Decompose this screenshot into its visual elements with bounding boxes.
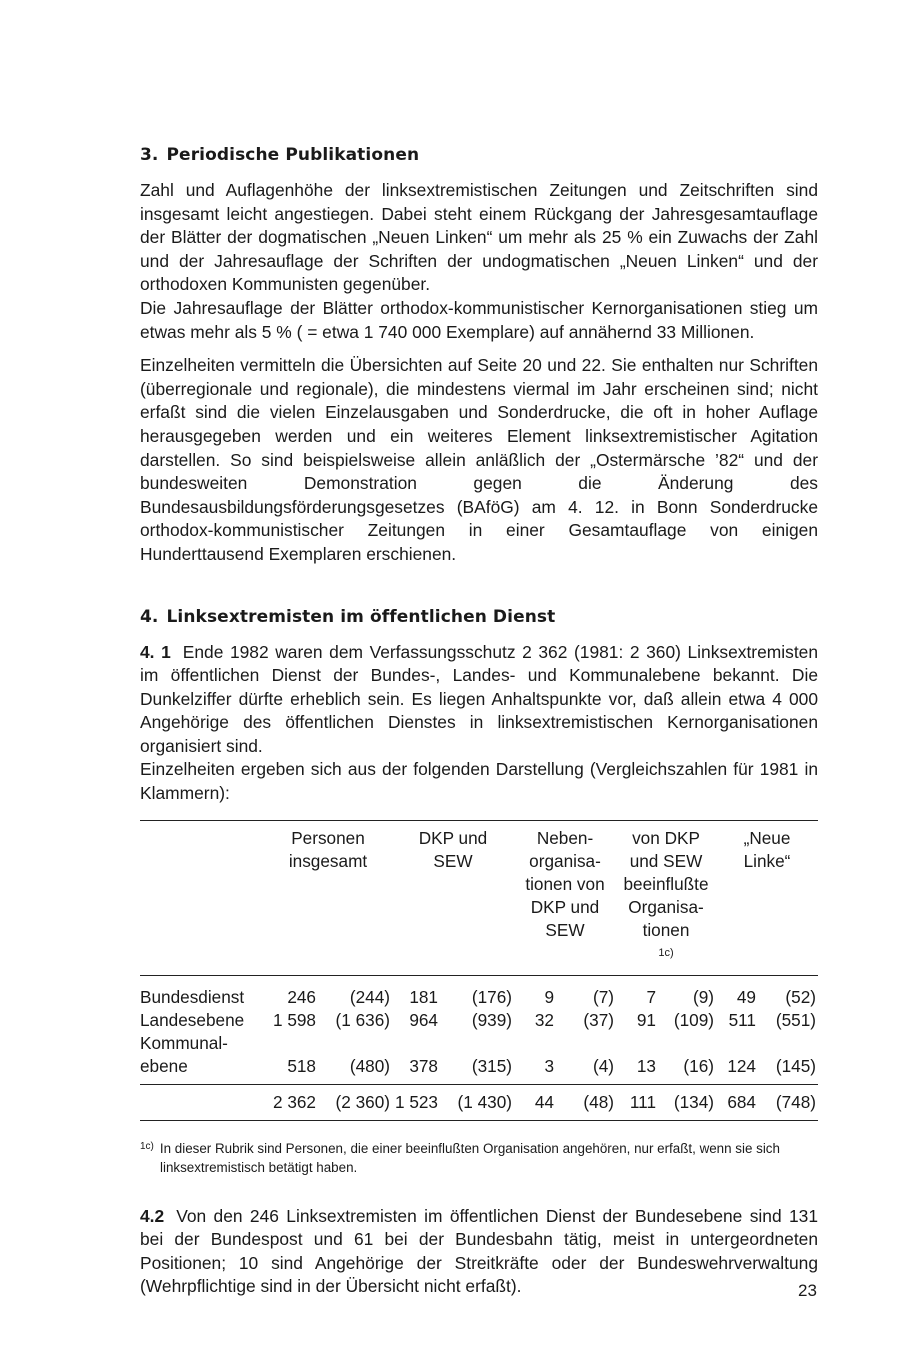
table-cell: (4) xyxy=(592,1055,614,1076)
table-cell: 49 xyxy=(736,986,756,1007)
table-cell: (145) xyxy=(775,1055,816,1076)
table-cell: (52) xyxy=(785,986,816,1007)
table-cell: 684 xyxy=(716,1084,756,1120)
table-cell: 181 xyxy=(409,986,438,1007)
table-row xyxy=(140,1055,818,1085)
section-3-heading: 3. Periodische Publikationen xyxy=(140,145,420,165)
table-row-label-continued xyxy=(140,1032,818,1055)
table-cell: (37) xyxy=(583,1009,614,1030)
table-footnote xyxy=(140,1137,818,1177)
table-header-neue-linke: „Neue Linke“ xyxy=(716,820,818,975)
paragraph-4-1-number: 4. 1 xyxy=(140,641,171,662)
table-row xyxy=(140,975,818,1009)
table-cell: 964 xyxy=(409,1009,438,1030)
table-row xyxy=(140,1009,818,1032)
table-cell: (748) xyxy=(756,1084,818,1120)
table-header-personen: Personen insgesamt xyxy=(264,820,392,975)
document-page xyxy=(140,145,818,1299)
table-cell: 44 xyxy=(514,1084,554,1120)
table-cell: (7) xyxy=(592,986,614,1007)
table-cell: 511 xyxy=(728,1009,756,1030)
paragraph-4-1-continued: Einzelheiten ergeben sich aus der folgenden Darstellung (Vergleichszahlen für 1981 in Klammern): xyxy=(140,759,818,804)
table-cell: (109) xyxy=(673,1009,714,1030)
row-label: ebene xyxy=(140,1055,188,1076)
row-label: Landesebene xyxy=(140,1009,245,1030)
table-cell: 246 xyxy=(287,986,316,1007)
table-cell: 3 xyxy=(544,1055,554,1076)
table-header-nebenorganisationen: Neben-organisa-tionen von DKP und SEW xyxy=(514,820,616,975)
footnote-mark: 1c) xyxy=(140,1140,154,1152)
section-3-paragraph-3: Einzelheiten vermitteln die Übersichten auf Seite 20 und 22. Sie enthalten nur Schriften (überregionale und regionale), die mindestens viermal im Jahr erscheinen sind; nicht erfaßt sind die vielen Einzelausgaben und Sonderdrucke, die oft in hoher Auflage herausgegeben werden und ein weiteres Element linksextremistischer Agitation darstellen. So sind beispielsweise allein anläßlich der „Ostermärsche ’82“ und der bundesweiten Demonstration gegen die Änderung des Bundesausbildungsförderungsgesetzes (BAföG) am 4. 12. in Bonn Sonderdrucke orthodox-kommunistischer Zeitungen in einer Gesamtauflage von einigen Hunderttausend Exemplaren erschienen. xyxy=(140,355,818,564)
page-number: 23 xyxy=(798,1281,817,1300)
footnote-text: In dieser Rubrik sind Personen, die einer beeinflußten Organisation angehören, nur erfaßt, wenn sie sich linksextremistisch betätigt haben. xyxy=(159,1140,780,1175)
table-cell: (939) xyxy=(471,1009,512,1030)
table-cell: (1 430) xyxy=(438,1084,514,1120)
paragraph-4-2-number: 4.2 xyxy=(140,1205,165,1226)
table-cell: 32 xyxy=(534,1009,554,1030)
table-cell: 378 xyxy=(409,1055,438,1076)
table-cell: (16) xyxy=(683,1055,714,1076)
table-header-empty xyxy=(140,820,264,975)
row-label: Bundesdienst xyxy=(140,986,245,1007)
table-cell: (134) xyxy=(656,1084,716,1120)
table-cell: (48) xyxy=(554,1084,616,1120)
paragraph-4-1: 4. 1 Ende 1982 waren dem Verfassungsschutz 2 362 (1981: 2 360) Linksextremisten im öffentlichen Dienst der Bundes-, Landes- und Kommunalebene bekannt. Die Dunkelziffer dürfte erheblich sein. Es liegen Anhaltspunkte vor, daß allein etwa 4 000 Angehörige des öffentlichen Dienstes in linksextremistischen Kernorganisationen organisiert sind. xyxy=(140,641,818,756)
row-label: Kommunal- xyxy=(140,1032,228,1053)
table-cell: 91 xyxy=(636,1009,656,1030)
table-header-dkp-sew: DKP und SEW xyxy=(392,820,514,975)
table-header-beeinflusste: von DKP und SEW beeinflußte Organisa-tionen$^{1c)}$ xyxy=(616,820,716,975)
table-cell: 124 xyxy=(727,1055,756,1076)
table-cell: 7 xyxy=(646,986,656,1007)
table-cell: 111 xyxy=(616,1084,656,1120)
table-cell: (244) xyxy=(349,986,390,1007)
table-cell: 1 523 xyxy=(392,1084,438,1120)
section-3-paragraph-1: Zahl und Auflagenhöhe der linksextremistischen Zeitungen und Zeitschriften sind insgesamt leicht angestiegen. Dabei steht einem Rückgang der Jahresgesamtauflage der Blätter der dogmatischen „Neuen Linken“ um mehr als 25 % ein Zuwachs der Zahl und der Jahresauflage der Schriften der undogmatischen „Neuen Linken“ und der orthodoxen Kommunisten gegenüber. xyxy=(140,180,818,295)
table-cell: 1 598 xyxy=(272,1009,316,1030)
table-cell: 9 xyxy=(544,986,554,1007)
statistics-table xyxy=(140,820,818,1121)
table-cell: 2 362 xyxy=(264,1084,316,1120)
paragraph-4-2: 4.2 Von den 246 Linksextremisten im öffentlichen Dienst der Bundesebene sind 131 bei der Bundespost und 61 bei der Bundesbahn tätig, meist in untergeordneten Positionen; 10 sind Angehörige der Streitkräfte oder der Bundeswehrverwaltung (Wehrpflichtige sind in der Übersicht nicht erfaßt). xyxy=(140,1205,818,1297)
table-cell: (1 636) xyxy=(335,1009,390,1030)
footnote-reference: 1c) xyxy=(658,946,674,959)
table-header-row xyxy=(140,820,818,975)
table-cell: 518 xyxy=(287,1055,316,1076)
table-cell: (9) xyxy=(692,986,714,1007)
table-cell: (480) xyxy=(349,1055,390,1076)
table-total-row xyxy=(140,1084,818,1120)
table-cell: (315) xyxy=(471,1055,512,1076)
section-3-paragraph-2: Die Jahresauflage der Blätter orthodox-kommunistischer Kernorganisationen stieg um etwas mehr als 5 % ( = etwa 1 740 000 Exemplare) auf annähernd 33 Millionen. xyxy=(140,297,818,342)
table-cell: (2 360) xyxy=(316,1084,392,1120)
table-cell: (551) xyxy=(775,1009,816,1030)
table-cell: (176) xyxy=(471,986,512,1007)
table-cell: 13 xyxy=(636,1055,656,1076)
section-4-heading: 4. Linksextremisten im öffentlichen Dienst xyxy=(140,606,556,627)
